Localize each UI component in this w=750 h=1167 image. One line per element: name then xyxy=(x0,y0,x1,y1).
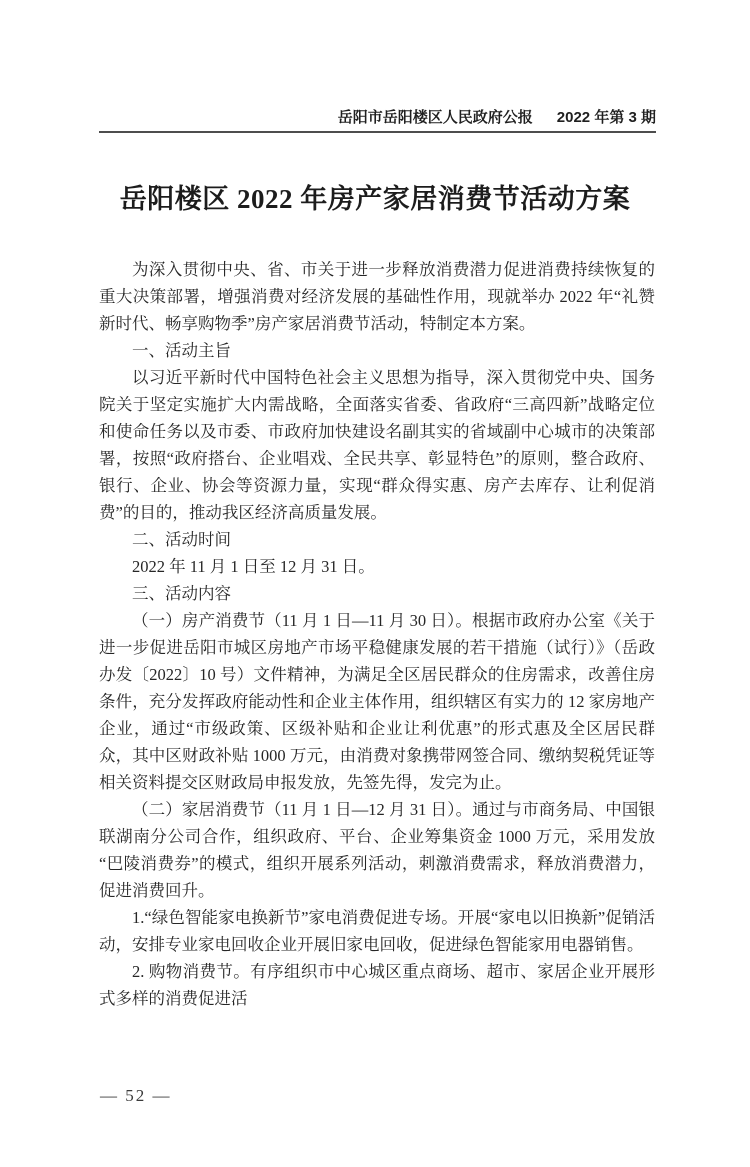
document-title: 岳阳楼区 2022 年房产家居消费节活动方案 xyxy=(119,184,631,214)
gazette-title: 岳阳市岳阳楼区人民政府公报 xyxy=(337,109,533,126)
section-heading: 一、活动主旨 xyxy=(132,341,231,360)
gazette-page xyxy=(0,106,750,1167)
paragraph: 以习近平新时代中国特色社会主义思想为指导，深入贯彻党中央、国务院关于坚定实施扩大内需战略，全面落实省委、省政府“三高四新”战略定位和使命任务以及市委、市政府加快建设名副其实的省域副中心城市的决策部署，按照“政府搭台、企业唱戏、全民共享、彰显特色”的原则，整合政府、银行、企业、协会等资源力量，实现“群众得实惠、房产去库存、让利促消费”的目的，推动我区经济高质量发展。 xyxy=(99,368,655,522)
paragraph: 2. 购物消费节。有序组织市中心城区重点商场、超市、家居企业开展形式多样的消费促进活 xyxy=(99,962,655,1008)
paragraph: 2022 年 11 月 1 日至 12 月 31 日。 xyxy=(132,557,375,576)
issue-number: 2022 年第 3 期 xyxy=(556,109,656,126)
header-divider xyxy=(99,131,656,133)
page-header xyxy=(99,106,656,131)
paragraph: （一）房产消费节（11 月 1 日—11 月 30 日）。根据市政府办公室《关于进一步促进岳阳市城区房地产市场平稳健康发展的若干措施（试行）》（岳政办发〔2022〕10 号）文件精神，为满足全区居民群众的住房需求，改善住房条件，充分发挥政府能动性和企业主体作用，组织辖区有实力的 12 家房地产企业，通过“市级政策、区级补贴和企业让利优惠”的形式惠及全区居民群众，其中区财政补贴 1000 万元，由消费对象携带网签合同、缴纳契税凭证等相关资料提交区财政局申报发放，先签先得，发完为止。 xyxy=(99,611,655,792)
paragraph: 1.“绿色智能家电换新节”家电消费促进专场。开展“家电以旧换新”促销活动，安排专业家电回收企业开展旧家电回收，促进绿色智能家用电器销售。 xyxy=(99,908,655,954)
section-heading: 三、活动内容 xyxy=(132,584,231,603)
paragraph: （二）家居消费节（11 月 1 日—12 月 31 日）。通过与市商务局、中国银联湖南分公司合作，组织政府、平台、企业筹集资金 1000 万元，采用发放“巴陵消费券”的模式，组织开展系列活动，刺激消费需求，释放消费潜力，促进消费回升。 xyxy=(99,800,655,900)
paragraph: 为深入贯彻中央、省、市关于进一步释放消费潜力促进消费持续恢复的重大决策部署，增强消费对经济发展的基础性作用，现就举办 2022 年“礼赞新时代、畅享购物季”房产家居消费节活动，特制定本方案。 xyxy=(99,260,655,333)
page-number: — 52 — xyxy=(100,1086,172,1105)
section-heading: 二、活动时间 xyxy=(132,530,231,549)
document-body xyxy=(99,256,655,1012)
